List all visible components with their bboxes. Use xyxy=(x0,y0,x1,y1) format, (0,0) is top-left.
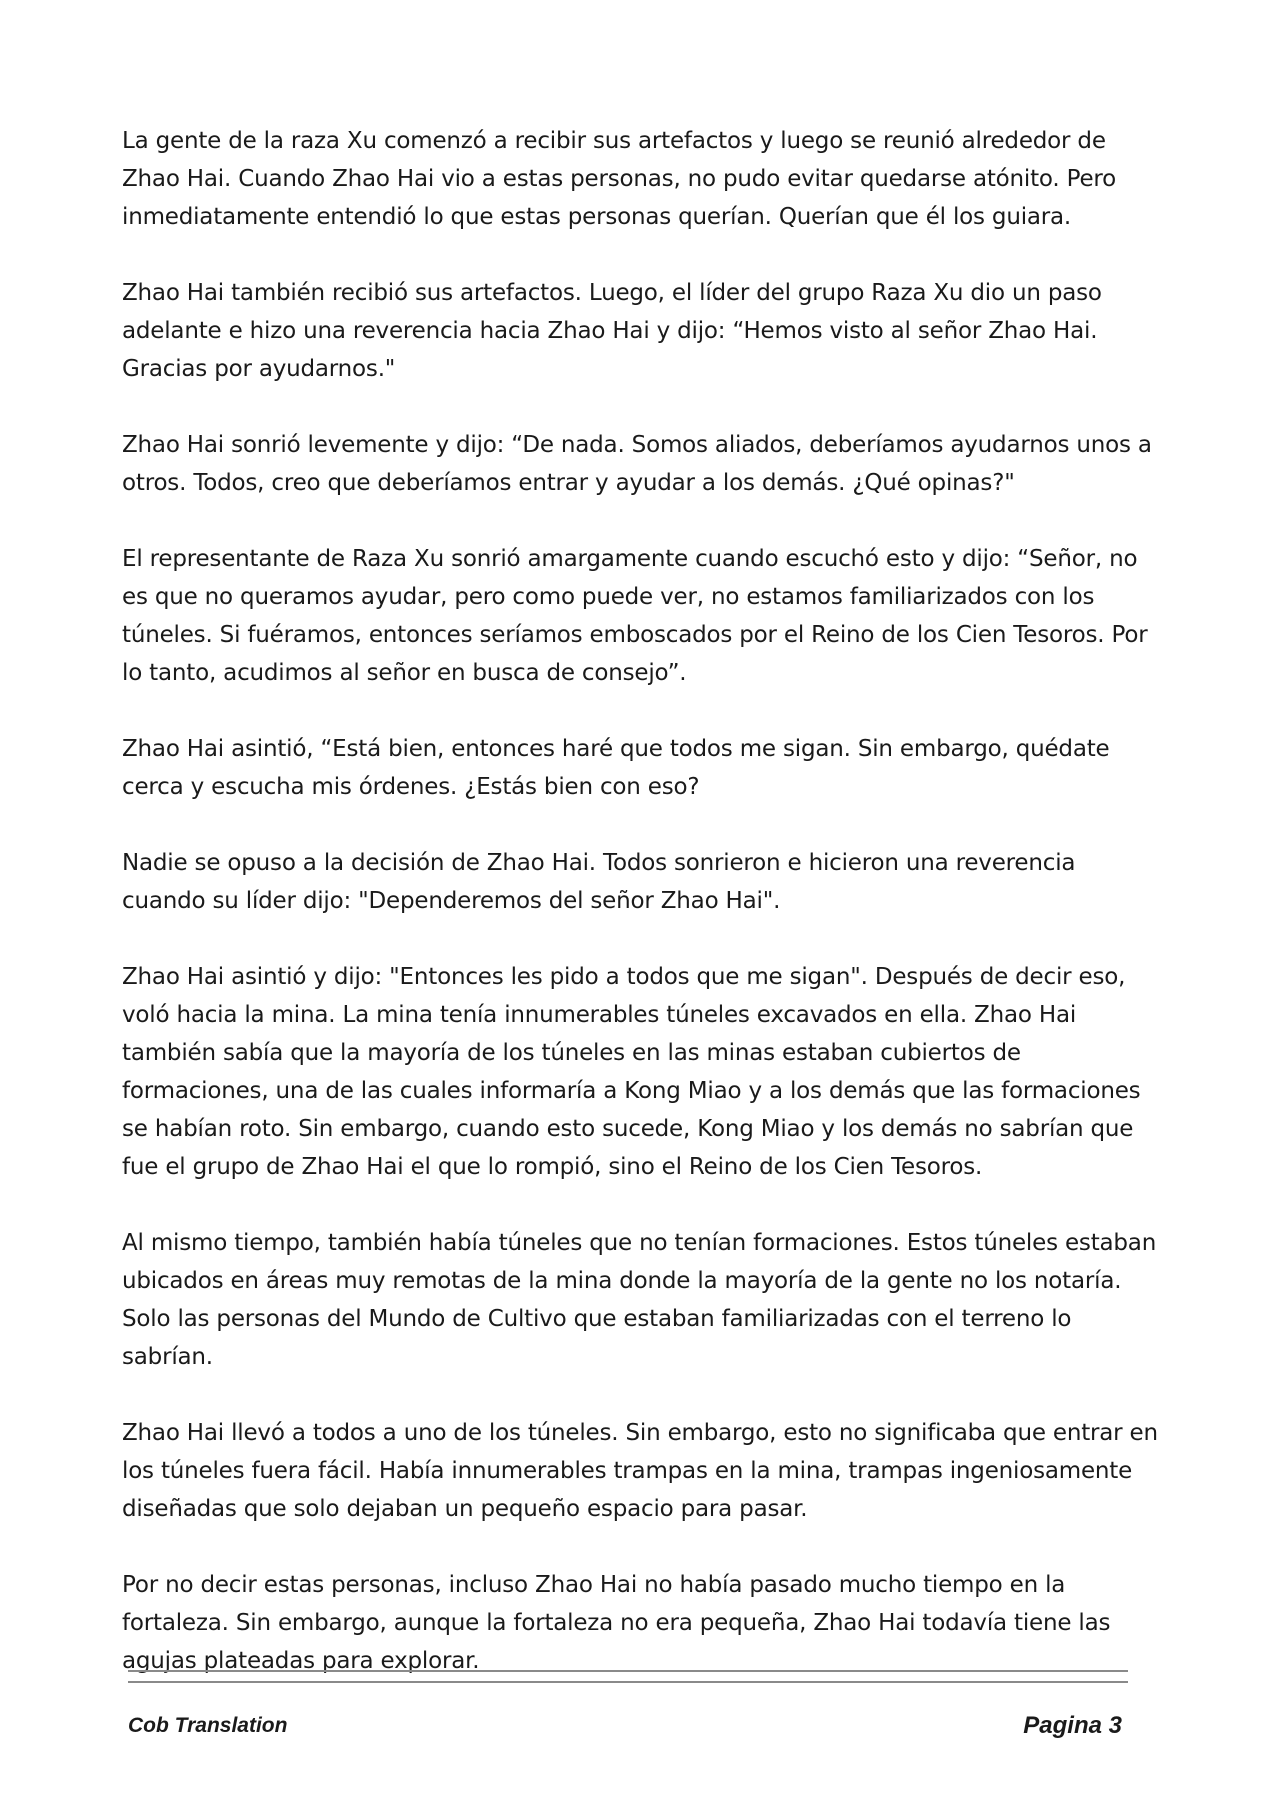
paragraph: Zhao Hai llevó a todos a uno de los túneles. Sin embargo, esto no significaba que entrar en los túneles fuera fácil. Había innumerables trampas en la mina, trampas ingeniosamente diseñadas que solo dejaban un pequeño espacio para pasar. xyxy=(122,1420,1158,1522)
paragraph: La gente de la raza Xu comenzó a recibir sus artefactos y luego se reunió alrededor de Zhao Hai. Cuando Zhao Hai vio a estas personas, no pudo evitar quedarse atónito. Pero inmediatamente entendió lo que estas personas querían. Querían que él los guiara. xyxy=(122,128,1117,230)
paragraph: Zhao Hai asintió, “Está bien, entonces haré que todos me sigan. Sin embargo, quédate cerca y escucha mis órdenes. ¿Estás bien con eso? xyxy=(122,736,1110,800)
footer-divider-top xyxy=(128,1670,1128,1672)
document-body xyxy=(122,122,1162,1718)
footer-divider-bottom xyxy=(128,1681,1128,1683)
paragraph: Zhao Hai también recibió sus artefactos. Luego, el líder del grupo Raza Xu dio un paso adelante e hizo una reverencia hacia Zhao Hai y dijo: “Hemos visto al señor Zhao Hai. Gracias por ayudarnos." xyxy=(122,280,1102,382)
paragraph: Nadie se opuso a la decisión de Zhao Hai. Todos sonrieron e hicieron una reverencia cuando su líder dijo: "Dependeremos del señor Zhao Hai". xyxy=(122,850,1076,914)
page-number: Pagina 3 xyxy=(1023,1712,1122,1739)
paragraph: El representante de Raza Xu sonrió amargamente cuando escuchó esto y dijo: “Señor, no es que no queramos ayudar, pero como puede ver, no estamos familiarizados con los túneles. Si fuéramos, entonces seríamos emboscados por el Reino de los Cien Tesoros. Por lo tanto, acudimos al señor en busca de consejo”. xyxy=(122,546,1148,686)
paragraph: Zhao Hai asintió y dijo: "Entonces les pido a todos que me sigan". Después de decir eso, voló hacia la mina. La mina tenía innumerables túneles excavados en ella. Zhao Hai también sabía que la mayoría de los túneles en las minas estaban cubiertos de formaciones, una de las cuales informaría a Kong Miao y a los demás que las formaciones se habían roto. Sin embargo, cuando esto sucede, Kong Miao y los demás no sabrían que fue el grupo de Zhao Hai el que lo rompió, sino el Reino de los Cien Tesoros. xyxy=(122,964,1141,1180)
paragraph: Zhao Hai sonrió levemente y dijo: “De nada. Somos aliados, deberíamos ayudarnos unos a otros. Todos, creo que deberíamos entrar y ayudar a los demás. ¿Qué opinas?" xyxy=(122,432,1152,496)
paragraph: Por no decir estas personas, incluso Zhao Hai no había pasado mucho tiempo en la fortaleza. Sin embargo, aunque la fortaleza no era pequeña, Zhao Hai todavía tiene las agujas plateadas para explorar. xyxy=(122,1572,1111,1674)
paragraph: Al mismo tiempo, también había túneles que no tenían formaciones. Estos túneles estaban ubicados en áreas muy remotas de la mina donde la mayoría de la gente no los notaría. Solo las personas del Mundo de Cultivo que estaban familiarizadas con el terreno lo sabrían. xyxy=(122,1230,1157,1370)
footer-credit: Cob Translation xyxy=(128,1714,288,1737)
